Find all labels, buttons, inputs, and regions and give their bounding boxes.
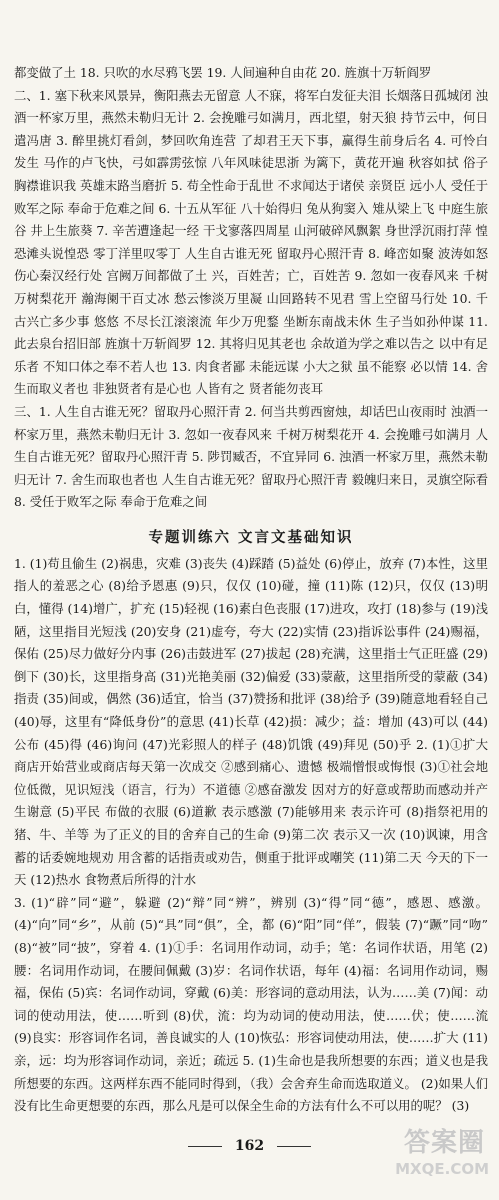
answer-paragraph: 3. (1)“辟”同“避”，躲避 (2)“辩”同“辨”，辨别 (3)“得”同“德”，感恩、感激。(4)“向”同“乡”，从前 (5)“具”同“俱”，全，都 (6)“阳”同“佯”，假装 (7)“蹶”同“吻” (8)“被”同“披”，穿着 4. (1)①手：名词用作动词，动手；笔：名词作状语，用笔 (2)腰：名词用作动词，在腰间佩戴 (3)岁：名词作状语，每年 (4)福：名词用作动词，赐福，保佑 (5)宾：名词作动词，穿戴 (6)美：形容词的意动用法，认为……美 (7)闻：动词的使动用法，使……听到 (8)伏，流：均为动词的使动用法，使……伏；使……流 (9)良实：形容词作名词，善良诚实的人 (10)恢弘：形容词使动用法，使……扩大 (11)亲，远：均为形容词作动词，亲近；疏远 5. (1)生命也是我所想要的东西；道义也是我所想要的东西。这两样东西不能同时得到，（我）会舍弃生命而选取道义。 (2)如果人们没有比生命更想要的东西，那么凡是可以保全生命的方法有什么不可以用的呢？ (3)	[14, 894, 488, 1114]
watermark-logo-text: 答案圈	[403, 1128, 485, 1158]
answer-paragraph: 都变做了土 18. 只吹的水尽鸦飞罢 19. 人间遍种自由花 20. 旌旗十万斩阎罗	[14, 65, 432, 80]
answer-paragraph: 三、1. 人生自古谁无死？留取丹心照汗青 2. 何当共剪西窗烛，却话巴山夜雨时 浊酒一杯家万里，燕然未勒归无计 3. 忽如一夜春风来 千树万树梨花开 4. 会挽雕弓如满月 人生自古谁无死？留取丹心照汗青 5. 陟罚臧否，不宜异同 6. 浊酒一杯家万里，燕然未勒归无计 7. 舍生而取也者也 人生自古谁无死？留取丹心照汗青 毅魄归来日，灵旗空际看 8. 受任于败军之际 奉命于危难之间	[14, 403, 488, 510]
answer-paragraph: 二、1. 塞下秋来风景异，衡阳燕去无留意 人不寐，将军白发征夫泪 长烟落日孤城闭 浊酒一杯家万里，燕然未勒归无计 2. 会挽雕弓如满月，西北望，射天狼 持节云中，何日遣冯唐 3. 醉里挑灯看剑，梦回吹角连营 了却君王天下事，赢得生前身后名 4. 可怜白发生 马作的卢飞快，弓如霹雳弦惊 八年风味徒思浙 为篱下，黄花开遍 秋容如拭 俗子胸襟谁识我 英雄末路当磨折 5. 苟全性命于乱世 不求闻达于诸侯 亲贤臣 远小人 受任于败军之际 奉命于危难之间 6. 十五从军征 八十始得归 兔从狗窦入 雉从梁上飞 中庭生旅谷 井上生旅葵 7. 辛苦遭逢起一经 干戈寥落四周星 山河破碎风飘絮 身世浮沉雨打萍 惶恐滩头说惶恐 零丁洋里叹零丁 人生自古谁无死 留取丹心照汗青 8. 峰峦如聚 波涛如怒 伤心秦汉经行处 宫阙万间都做了土 兴，百姓苦；亡，百姓苦 9. 忽如一夜春风来 千树万树梨花开 瀚海阑干百丈冰 愁云惨淡万里凝 山回路转不见君 雪上空留马行处 10. 千古兴亡多少事 悠悠 不尽长江滚滚流 年少万兜鍪 坐断东南战未休 生子当如孙仲谋 11. 此去泉台招旧部 旌旗十万斩阎罗 12. 其将归见其老也 余故道为学之难以告之 以中有足乐者 不知口体之奉不若人也 13. 肉食者鄙 未能远谋 小大之狱 虽不能察 必以情 14. 舍生而取义者也 非独贤者有是心也 人皆有之 贤者能勿丧耳	[14, 87, 488, 397]
page-number: 162	[234, 1138, 265, 1154]
watermark-url: MXQE.COM	[395, 1160, 489, 1178]
divider	[277, 1146, 311, 1147]
answer-paragraph: 1. (1)苟且偷生 (2)祸患，灾难 (3)丧失 (4)踩踏 (5)益处 (6)停止，放弃 (7)本性，这里指人的羞恶之心 (8)给予恩惠 (9)只，仅仅 (10)碰，撞 (11)陈 (12)只，仅仅 (13)明白，懂得 (14)增广，扩充 (15)轻视 (16)素白色丧服 (17)进攻，攻打 (18)参与 (19)浅陋，这里指目光短浅 (20)安身 (21)虚夸，夸大 (22)实情 (23)指诉讼事件 (24)赐福，保佑 (25)尽力做好分内事 (26)击鼓进军 (27)拔起 (28)充满，这里指士气正旺盛 (29)倒下 (30)长，这里指身高 (31)光艳美丽 (32)偏爱 (33)蒙蔽，这里指所受的蒙蔽 (34)指责 (35)间或，偶然 (36)适宜，恰当 (37)赞扬和批评 (38)给予 (39)随意地看轻自己 (40)辱，这里有“降低身份”的意思 (41)长草 (42)损：减少；益：增加 (43)可以 (44)公布 (45)得 (46)询问 (47)光彩照人的样子 (48)饥饿 (49)拜见 (50)乎 2. (1)①扩大 商店开始营业或商店每天第一次成交 ②感到痛心、遗憾 极端憎恨或悔恨 (3)①社会地位低微，见识短浅（语言，行为）不道德 ②感奋激发 因对方的好意或帮助而感动并产生谢意 (5)平民 布做的衣服 (6)道歉 表示感激 (7)能够用来 表示许可 (8)指祭祀用的猪、牛、羊等 为了正义的目的舍弃自己的生命 (9)第二次 表示又一次 (10)讽谏，用含蓄的话委婉地规劝 用含蓄的话指责或劝告，侧重于批评或嘲笑 (11)第二天 今天的下一天 (12)热水 食物煮后所得的汁水	[14, 555, 488, 888]
section-title: 专题训练六 文言文基础知识	[148, 529, 354, 546]
divider	[188, 1146, 222, 1147]
watermark-logo	[379, 1120, 491, 1190]
page-content	[14, 62, 488, 1118]
